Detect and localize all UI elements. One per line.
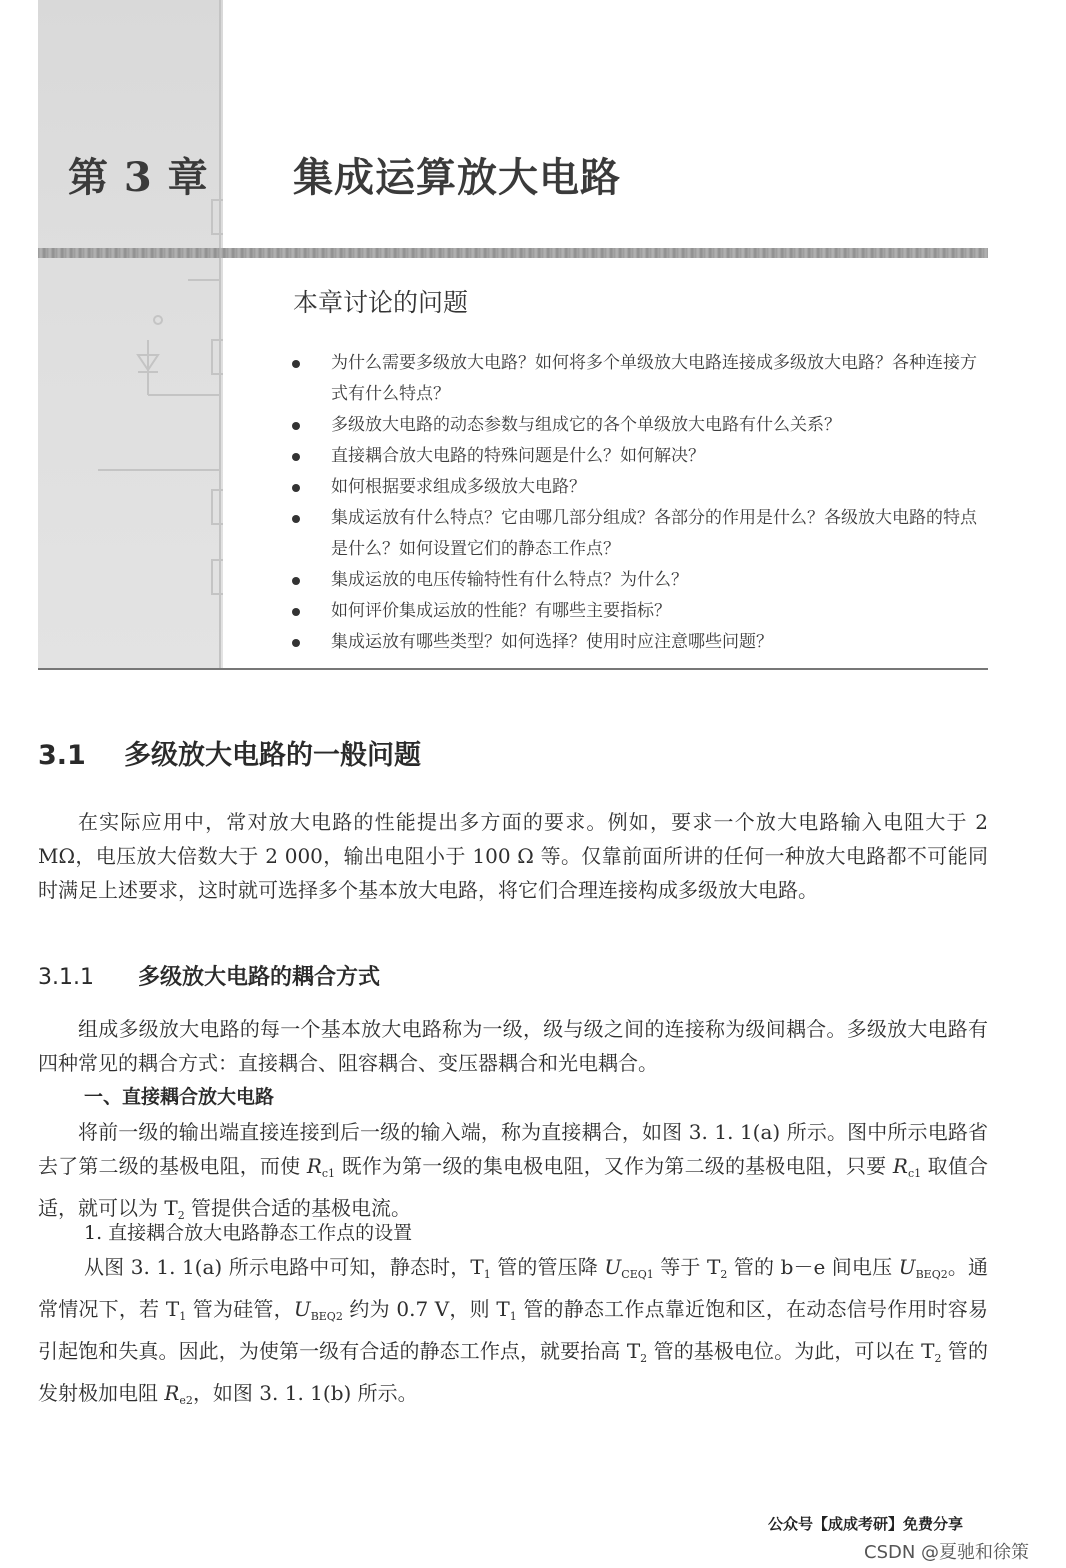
csdn-watermark: CSDN @夏驰和徐策 (864, 1542, 1030, 1563)
question-item (290, 472, 990, 503)
text-run: ，如图 3. 1. 1(b) 所示。 (192, 1381, 418, 1405)
chapter-title: 集成运算放大电路 (293, 154, 621, 201)
question-text: 如何评价集成运放的性能？有哪些主要指标？ (331, 601, 671, 621)
subscript: e2 (179, 1394, 193, 1407)
question-text: 集成运放有什么特点？它由哪几部分组成？各部分的作用是什么？各级放大电路的特点是什么？如何设置它们的静态工作点？ (331, 508, 977, 559)
subscript: c1 (321, 1167, 336, 1180)
subscript: 1 (483, 1268, 491, 1281)
circuit-watermark-icon (38, 0, 223, 668)
questions-heading: 本章讨论的问题 (293, 288, 469, 317)
text-run: 管提供合适的基极电流。 (184, 1196, 412, 1220)
item-heading: 1. 直接耦合放大电路静态工作点的设置 (84, 1222, 413, 1244)
question-text: 如何根据要求组成多级放大电路？ (331, 477, 586, 497)
subscript: CEQ1 (621, 1268, 654, 1281)
text-run: 取值合适，就可以为 T (38, 1154, 989, 1220)
subsection-intro-paragraph: 组成多级放大电路的每一个基本放大电路称为一级，级与级之间的连接称为级间耦合。多级放大电路有四种常见的耦合方式：直接耦合、阻容耦合、变压器耦合和光电耦合。 (38, 1017, 988, 1075)
questions-list (290, 348, 990, 658)
text-run: 等于 T (653, 1255, 721, 1279)
question-item (290, 565, 990, 596)
subscript: 2 (640, 1352, 648, 1365)
subscript: 2 (720, 1268, 728, 1281)
text-run: 管的管压降 (490, 1255, 605, 1279)
question-text: 集成运放有哪些类型？如何选择？使用时应注意哪些问题？ (331, 632, 773, 652)
bullet-icon (292, 608, 300, 616)
subsection-heading (38, 960, 380, 991)
bullet-icon (292, 515, 300, 523)
section-number: 3.1 (38, 740, 86, 771)
symbol-u: U (293, 1297, 311, 1321)
part-heading: 一、直接耦合放大电路 (84, 1086, 275, 1108)
text-run: 将前一级的输出端直接连接到后一级的输入端，称为直接耦合，如图 3. 1. 1(a) 所示。图中所示电路省去了第二级的基极电阻，而使 (38, 1120, 988, 1178)
subsection-title: 多级放大电路的耦合方式 (138, 965, 381, 990)
subscript: 1 (179, 1310, 187, 1323)
question-text: 集成运放的电压传输特性有什么特点？为什么？ (331, 570, 688, 590)
section-title: 多级放大电路的一般问题 (124, 740, 421, 771)
footer-share-note: 公众号【成成考研】免费分享 (768, 1515, 964, 1533)
text-run: 管的 b－e 间电压 (727, 1255, 899, 1279)
question-text: 为什么需要多级放大电路？如何将多个单级放大电路连接成多级放大电路？各种连接方式有什么特点？ (331, 353, 977, 404)
question-item (290, 441, 990, 472)
question-text: 多级放大电路的动态参数与组成它的各个单级放大电路有什么关系？ (331, 415, 841, 435)
subscript: 1 (509, 1310, 517, 1323)
question-item (290, 627, 990, 658)
subsection-number: 3.1.1 (38, 965, 94, 990)
chapter-divider (38, 248, 988, 258)
questions-bottom-divider (38, 668, 988, 670)
question-item (290, 410, 990, 441)
text-run: 管的静态工作点靠近饱和区，在动态信号作用时容易引起饱和失真。因此，为使第一级有合适的静态工作点，就要抬高 T (38, 1297, 989, 1363)
section-intro-paragraph: 在实际应用中，常对放大电路的性能提出多方面的要求。例如，要求一个放大电路输入电阻大于 2 MΩ，电压放大倍数大于 2 000，输出电阻小于 100 Ω 等。仅靠前面所讲的任何一种放大电路都不可能同时满足上述要求，这时就可选择多个基本放大电路，将它们合理连接构成多级放大电路。 (38, 810, 988, 902)
symbol-r: R (892, 1154, 908, 1178)
text-run: 管为硅管， (186, 1297, 294, 1321)
question-item (290, 348, 990, 410)
section-heading (38, 733, 421, 772)
text-run: 。通常情况下，若 T (38, 1255, 988, 1321)
text-run: 约为 0.7 V，则 T (342, 1297, 510, 1321)
text-run: 既作为第一级的集电极电阻，又作为第二级的基极电阻，只要 (335, 1154, 893, 1178)
bullet-icon (292, 577, 300, 585)
bullet-icon (292, 639, 300, 647)
text-run: 管的基极电位。为此，可以在 T (647, 1339, 935, 1363)
chapter-sidebar (38, 0, 223, 668)
question-text: 直接耦合放大电路的特殊问题是什么？如何解决？ (331, 446, 705, 466)
subscript: c1 (907, 1167, 922, 1180)
subscript: BEQ2 (915, 1268, 948, 1281)
bullet-icon (292, 453, 300, 461)
question-item (290, 596, 990, 627)
symbol-u: U (898, 1255, 916, 1279)
symbol-r: R (306, 1154, 322, 1178)
symbol-u: U (604, 1255, 622, 1279)
bullet-icon (292, 422, 300, 430)
subscript: BEQ2 (310, 1310, 343, 1323)
question-item (290, 503, 990, 565)
chapter-number: 第 3 章 (68, 154, 209, 201)
subscript: 2 (177, 1209, 185, 1222)
text-run: 管的发射极加电阻 (38, 1339, 988, 1405)
symbol-r: R (164, 1381, 180, 1405)
text-run: 从图 3. 1. 1(a) 所示电路中可知，静态时，T (84, 1255, 484, 1279)
bullet-icon (292, 484, 300, 492)
direct-coupling-paragraph (38, 1115, 988, 1233)
subscript: 2 (934, 1352, 942, 1365)
static-point-paragraph (38, 1250, 988, 1418)
bullet-icon (292, 360, 300, 368)
